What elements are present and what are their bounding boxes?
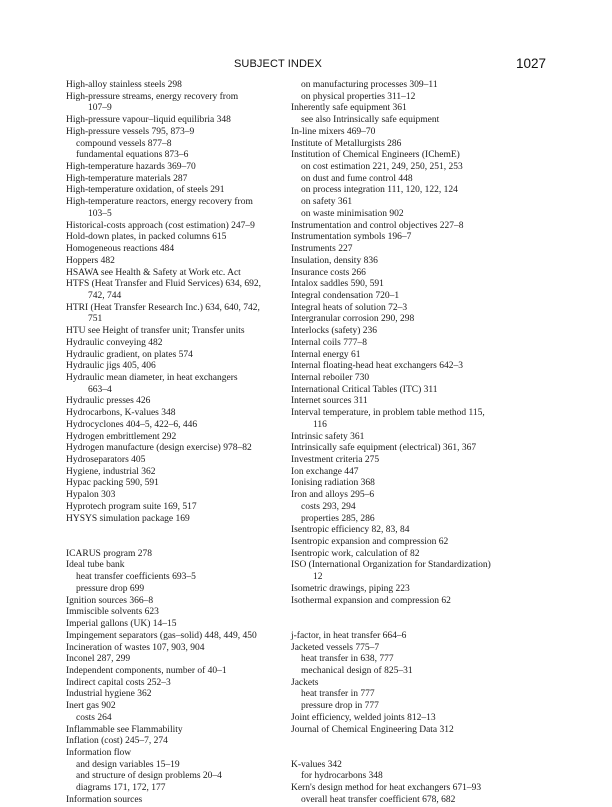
index-entry: High-temperature oxidation, of steels 291: [66, 185, 225, 196]
index-subentry: on physical properties 311–12: [301, 91, 416, 102]
index-subentry: 663–4: [88, 384, 112, 395]
index-entry: In-line mixers 469–70: [291, 126, 376, 137]
index-subentry: and design variables 15–19: [76, 759, 180, 770]
index-entry: HTRI (Heat Transfer Research Inc.) 634, 640, 742,: [66, 302, 260, 313]
index-subentry: and structure of design problems 20–4: [76, 771, 222, 782]
index-subentry: fundamental equations 873–6: [76, 150, 189, 161]
index-entry: Homogeneous reactions 484: [66, 244, 175, 255]
index-spacer: [291, 607, 516, 619]
index-entry: Iron and alloys 295–6: [291, 490, 375, 501]
index-column-right: [291, 80, 516, 807]
index-entry: International Critical Tables (ITC) 311: [291, 384, 438, 395]
index-entry: Industrial hygiene 362: [66, 689, 152, 700]
index-spacer: [66, 537, 281, 549]
index-entry: Isentropic expansion and compression 62: [291, 537, 449, 548]
index-entry: HYSYS simulation package 169: [66, 513, 190, 524]
index-subentry: on safety 361: [301, 197, 353, 208]
index-entry: Indirect capital costs 252–3: [66, 677, 171, 688]
index-entry: Internal reboiler 730: [291, 372, 370, 383]
index-entry: Isometric drawings, piping 223: [291, 583, 410, 594]
index-entry: Immiscible solvents 623: [66, 607, 159, 618]
index-entry: Hydraulic mean diameter, in heat exchangers: [66, 372, 238, 383]
index-entry: Jackets: [291, 677, 319, 688]
index-entry: Hydrocarbons, K-values 348: [66, 408, 176, 419]
index-entry: HTFS (Heat Transfer and Fluid Services) 634, 692,: [66, 279, 261, 290]
index-subentry: on waste minimisation 902: [301, 208, 404, 219]
index-entry: Hygiene, industrial 362: [66, 466, 156, 477]
index-subentry: on cost estimation 221, 249, 250, 251, 253: [301, 162, 463, 173]
index-entry: Information sources: [66, 794, 143, 805]
index-entry: Hydraulic presses 426: [66, 396, 151, 407]
index-entry: Ion exchange 447: [291, 466, 359, 477]
index-entry: Integral condensation 720–1: [291, 290, 400, 301]
index-entry: Ideal tube bank: [66, 560, 125, 571]
index-entry: Impingement separators (gas–solid) 448, 449, 450: [66, 630, 257, 641]
index-entry: Insurance costs 266: [291, 267, 366, 278]
index-entry: Imperial gallons (UK) 14–15: [66, 619, 177, 630]
index-subentry: 12: [313, 572, 323, 583]
index-spacer: [291, 736, 516, 748]
index-entry: High-pressure streams, energy recovery from: [66, 91, 239, 102]
index-spacer: [291, 748, 516, 760]
index-entry: Information flow: [66, 747, 132, 758]
index-entry: Integral heats of solution 72–3: [291, 302, 408, 313]
index-entry: Instruments 227: [291, 244, 353, 255]
index-entry: Inflammable see Flammability: [66, 724, 183, 735]
index-subentry: diagrams 171, 172, 177: [76, 783, 166, 794]
index-entry: Inherently safe equipment 361: [291, 103, 407, 114]
index-entry: Jacketed vessels 775–7: [291, 642, 380, 653]
index-subentry: for hydrocarbons 348: [301, 771, 383, 782]
index-subentry: costs 264: [76, 712, 112, 723]
index-entry: Kern's design method for heat exchangers 671–93: [291, 783, 482, 794]
index-entry: Internal energy 61: [291, 349, 361, 360]
index-entry: Investment criteria 275: [291, 455, 380, 465]
index-entry: Intrinsically safe equipment (electrical) 361, 367: [291, 443, 477, 454]
index-entry: Journal of Chemical Engineering Data 312: [291, 724, 454, 735]
index-entry: Institute of Metallurgists 286: [291, 138, 402, 149]
index-entry: Inert gas 902: [66, 701, 116, 712]
index-entry: Hydroseparators 405: [66, 455, 146, 465]
index-entry: Hypalon 303: [66, 490, 116, 501]
index-subentry: overall heat transfer coefficient 678, 682: [301, 794, 456, 805]
index-entry: Hyprotech program suite 169, 517: [66, 501, 197, 512]
index-subentry: 751: [88, 314, 103, 325]
index-entry: Independent components, number of 40–1: [66, 665, 227, 676]
index-entry: ICARUS program 278: [66, 548, 153, 559]
index-entry: Intergranular corrosion 290, 298: [291, 314, 415, 325]
index-entry: j-factor, in heat transfer 664–6: [291, 630, 407, 641]
index-entry: Joint efficiency, welded joints 812–13: [291, 712, 436, 723]
index-subentry: properties 285, 286: [301, 513, 375, 524]
index-entry: Institution of Chemical Engineers (IChemE): [291, 150, 460, 161]
index-entry: HSAWA see Health & Safety at Work etc. Act: [66, 267, 241, 278]
index-entry: Insulation, density 836: [291, 255, 378, 266]
index-entry: Hydraulic gradient, on plates 574: [66, 349, 193, 360]
index-entry: High-temperature materials 287: [66, 173, 188, 184]
index-entry: Hydraulic jigs 405, 406: [66, 361, 156, 372]
index-entry: Isentropic efficiency 82, 83, 84: [291, 525, 410, 536]
index-entry: Hydraulic conveying 482: [66, 337, 163, 348]
index-entry: High-pressure vapour–liquid equilibria 348: [66, 115, 231, 126]
index-subentry: 107–9: [88, 103, 112, 114]
index-entry: Instrumentation and control objectives 227–8: [291, 220, 464, 231]
index-subentry: mechanical design of 825–31: [301, 665, 413, 676]
index-subentry: on dust and fume control 448: [301, 173, 413, 184]
index-entry: HTU see Height of transfer unit; Transfer units: [66, 326, 245, 337]
index-entry: Ionising radiation 368: [291, 478, 375, 489]
index-entry: Ignition sources 366–8: [66, 595, 154, 606]
index-entry: ISO (International Organization for Standardization): [291, 560, 491, 571]
index-entry: High-temperature hazards 369–70: [66, 162, 196, 173]
index-subentry: compound vessels 877–8: [76, 138, 172, 149]
index-entry: K-values 342: [291, 759, 342, 770]
index-entry: High-temperature reactors, energy recovery from: [66, 197, 253, 208]
index-spacer: [66, 525, 281, 537]
index-column-left: [66, 80, 281, 807]
index-entry: Hydrogen manufacture (design exercise) 978–82: [66, 443, 252, 454]
index-entry: Intalox saddles 590, 591: [291, 279, 384, 290]
index-entry: High-alloy stainless steels 298: [66, 80, 182, 90]
index-entry: Inflation (cost) 245–7, 274: [66, 736, 168, 747]
index-subentry: costs 293, 294: [301, 501, 356, 512]
index-entry: Hypac packing 590, 591: [66, 478, 159, 489]
index-entry: Isentropic work, calculation of 82: [291, 548, 420, 559]
index-entry: Internet sources 311: [291, 396, 368, 407]
page-header: [66, 56, 546, 72]
index-entry: Hold-down plates, in packed columns 615: [66, 232, 227, 243]
index-subentry: on manufacturing processes 309–11: [301, 80, 438, 90]
index-subentry: pressure drop 699: [76, 583, 145, 594]
index-subentry: see also Intrinsically safe equipment: [301, 115, 440, 126]
index-subentry: heat transfer in 777: [301, 689, 375, 700]
index-subentry: on process integration 111, 120, 122, 124: [301, 185, 458, 196]
index-subentry: heat transfer coefficients 693–5: [76, 572, 196, 583]
index-entry: Inconel 287, 299: [66, 654, 131, 665]
index-entry: Interval temperature, in problem table method 115,: [291, 408, 485, 419]
index-entry: Incineration of wastes 107, 903, 904: [66, 642, 205, 653]
index-subentry: 103–5: [88, 208, 112, 219]
index-subentry: pressure drop in 777: [301, 701, 379, 712]
index-entry: Hydrogen embrittlement 292: [66, 431, 177, 442]
index-entry: Intrinsic safety 361: [291, 431, 365, 442]
index-entry: Isothermal expansion and compression 62: [291, 595, 451, 606]
index-subentry: 116: [313, 419, 327, 430]
index-spacer: [291, 619, 516, 631]
index-entry: Instrumentation symbols 196–7: [291, 232, 412, 243]
index-entry: Hydrocyclones 404–5, 422–6, 446: [66, 419, 198, 430]
index-entry: Historical-costs approach (cost estimation) 247–9: [66, 220, 255, 231]
index-entry: Interlocks (safety) 236: [291, 326, 377, 337]
index-subentry: 742, 744: [88, 290, 122, 301]
running-head: SUBJECT INDEX: [234, 58, 322, 70]
index-entry: High-pressure vessels 795, 873–9: [66, 126, 195, 137]
index-entry: Internal coils 777–8: [291, 337, 367, 348]
page-number: 1027: [515, 56, 546, 71]
index-entry: Hoppers 482: [66, 255, 115, 266]
index-subentry: heat transfer in 638, 777: [301, 654, 394, 665]
index-entry: Internal floating-head heat exchangers 642–3: [291, 361, 463, 372]
